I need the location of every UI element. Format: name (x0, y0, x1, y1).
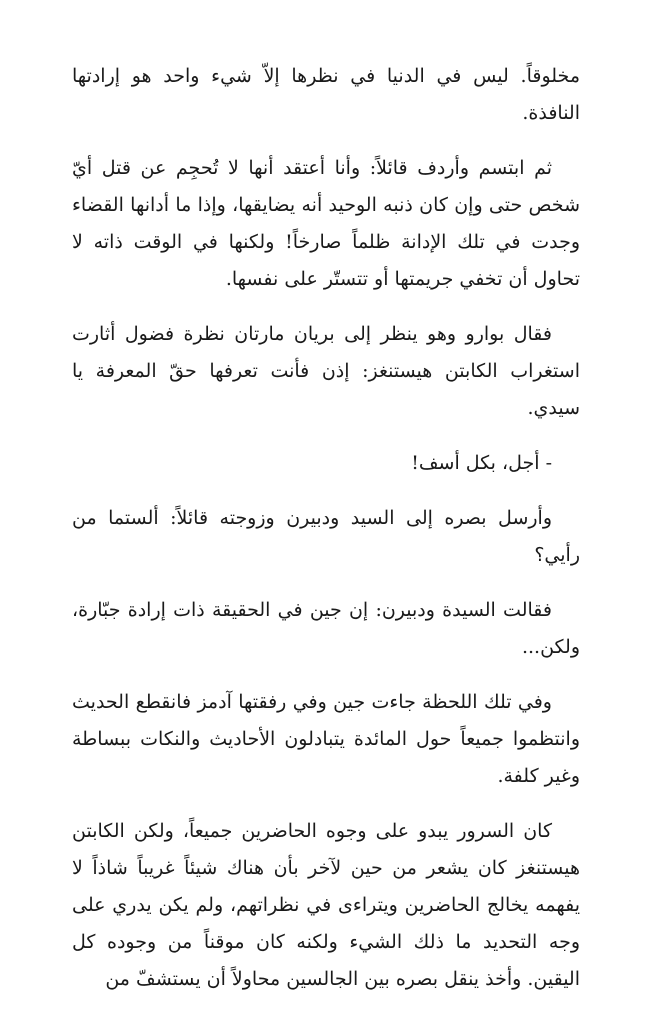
paragraph: مخلوقاً. ليس في الدنيا في نظرها إلاّ شيء واحد هو إرادتها النافذة. (72, 65, 580, 124)
paragraph: كان السرور يبدو على وجوه الحاضرين جميعاً، ولكن الكابتن هيستنغز كان يشعر من حين لآخر بأن هناك شيئاً غريباً شاذاً لا يفهمه يخالج الحاضرين ويتراءى في نظراتهم، ولم يكن يدري على وجه التحديد ما ذلك الشيء ولكنه كان موقناً من وجوده كل اليقين. وأخذ ينقل بصره بين الجالسين محاولاً أن يستشفّ من (72, 820, 580, 990)
paragraph: ثم ابتسم وأردف قائلاً: وأنا أعتقد أنها لا تُحجِم عن قتل أيّ شخص حتى وإن كان ذنبه الوحيد أنه يضايقها، وإذا ما أدانها القضاء وجدت في تلك الإدانة ظلماً صارخاً! ولكنها في الوقت ذاته لا تحاول أن تخفي جريمتها أو تتستّر على نفسها. (72, 157, 580, 290)
paragraph: وأرسل بصره إلى السيد ودبيرن وزوجته قائلاً: ألستما من رأيي؟ (72, 507, 580, 566)
dialogue-line: - أجل، بكل أسف! (411, 452, 552, 474)
paragraph: فقال بوارو وهو ينظر إلى بريان مارتان نظرة فضول أثارت استغراب الكابتن هيستنغز: إذن فأنت تعرفها حقّ المعرفة يا سيدي. (72, 323, 580, 419)
book-page (72, 58, 580, 1016)
paragraph: وفي تلك اللحظة جاءت جين وفي رفقتها آدمز فانقطع الحديث وانتظموا جميعاً حول المائدة يتبادلون الأحاديث والنكات ببساطة وغير كلفة. (72, 691, 580, 787)
paragraph: فقالت السيدة ودبيرن: إن جين في الحقيقة ذات إرادة جبّارة، ولكن... (72, 599, 580, 658)
